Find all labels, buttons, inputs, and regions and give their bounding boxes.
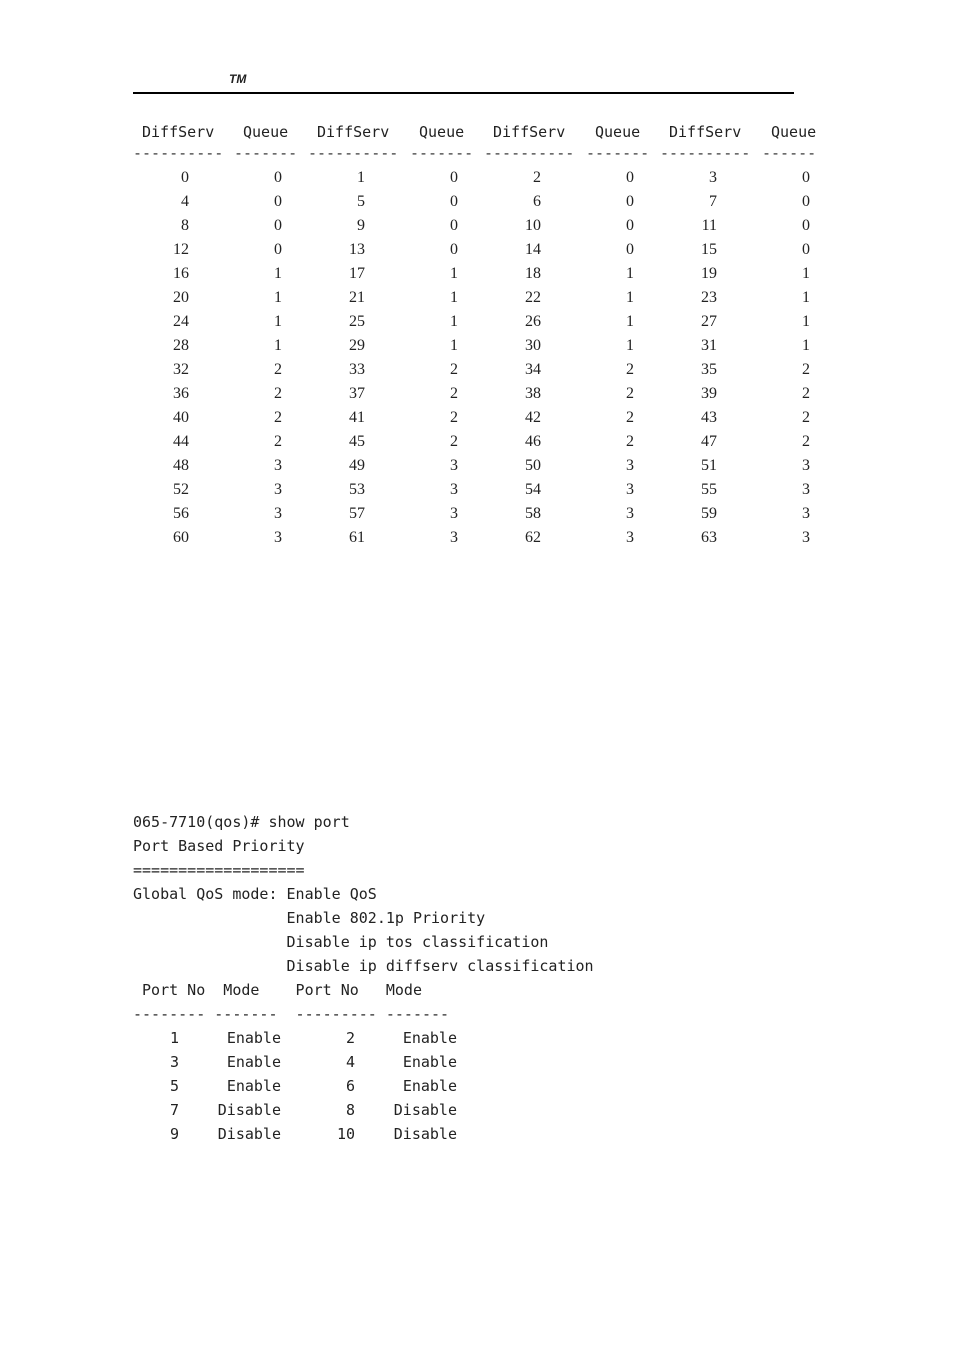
port-number: 3 [169, 1053, 179, 1071]
queue-value: 2 [450, 361, 458, 378]
diffserv-col-dashes: ------- [410, 144, 474, 162]
queue-value: 0 [274, 169, 282, 186]
diffserv-value: 36 [173, 385, 189, 402]
port-mode: Enable [402, 1029, 457, 1047]
port-mode: Disable [393, 1125, 457, 1143]
diffserv-value: 29 [349, 337, 365, 354]
diffserv-col-header: Queue [419, 123, 465, 141]
queue-value: 1 [450, 313, 458, 330]
port-number: 7 [169, 1101, 179, 1119]
queue-value: 0 [274, 241, 282, 258]
queue-value: 1 [274, 313, 282, 330]
terminal-line: Port Based Priority [133, 837, 305, 855]
queue-value: 1 [802, 313, 810, 330]
queue-value: 3 [450, 529, 458, 546]
diffserv-value: 18 [525, 265, 541, 282]
diffserv-value: 60 [173, 529, 189, 546]
diffserv-col-header: DiffServ [317, 123, 390, 141]
queue-value: 1 [626, 313, 634, 330]
queue-value: 0 [450, 241, 458, 258]
diffserv-value: 16 [173, 265, 189, 282]
port-mode: Enable [226, 1029, 281, 1047]
queue-value: 3 [802, 529, 810, 546]
diffserv-value: 42 [525, 409, 541, 426]
diffserv-col-dashes: ------ [762, 144, 817, 162]
diffserv-value: 2 [533, 169, 541, 186]
queue-value: 0 [626, 193, 634, 210]
queue-value: 3 [274, 457, 282, 474]
queue-value: 1 [450, 289, 458, 306]
port-row [133, 1026, 533, 1050]
diffserv-value: 31 [701, 337, 717, 354]
queue-value: 3 [626, 529, 634, 546]
port-mode: Enable [402, 1053, 457, 1071]
diffserv-value: 39 [701, 385, 717, 402]
terminal-line: Disable ip tos classification [133, 933, 549, 951]
diffserv-value: 11 [701, 217, 717, 234]
queue-value: 2 [802, 385, 810, 402]
diffserv-value: 62 [525, 529, 541, 546]
terminal-line: Disable ip diffserv classification [133, 957, 594, 975]
diffserv-value: 63 [701, 529, 717, 546]
queue-value: 3 [274, 529, 282, 546]
table-row [133, 262, 833, 286]
diffserv-value: 61 [349, 529, 365, 546]
queue-value: 0 [450, 217, 458, 234]
diffserv-col-header: DiffServ [669, 123, 742, 141]
diffserv-value: 14 [525, 241, 541, 258]
diffserv-value: 30 [525, 337, 541, 354]
port-mode: Disable [393, 1101, 457, 1119]
port-number: 5 [169, 1077, 179, 1095]
table-row [133, 430, 833, 454]
queue-value: 1 [626, 337, 634, 354]
diffserv-value: 0 [181, 169, 189, 186]
table-row [133, 286, 833, 310]
table-row [133, 214, 833, 238]
port-number: 8 [345, 1101, 355, 1119]
diffserv-col-header: DiffServ [493, 123, 566, 141]
port-number: 9 [169, 1125, 179, 1143]
diffserv-value: 7 [709, 193, 717, 210]
queue-value: 2 [274, 433, 282, 450]
diffserv-col-header: Queue [595, 123, 641, 141]
diffserv-col-dashes: ---------- [133, 144, 224, 162]
diffserv-value: 33 [349, 361, 365, 378]
queue-value: 1 [274, 289, 282, 306]
queue-value: 0 [274, 217, 282, 234]
diffserv-value: 15 [701, 241, 717, 258]
queue-value: 2 [626, 433, 634, 450]
diffserv-value: 53 [349, 481, 365, 498]
table-row [133, 334, 833, 358]
diffserv-value: 51 [701, 457, 717, 474]
diffserv-value: 1 [357, 169, 365, 186]
port-mode: Enable [226, 1053, 281, 1071]
port-row [133, 1098, 533, 1122]
queue-value: 3 [450, 457, 458, 474]
diffserv-value: 59 [701, 505, 717, 522]
diffserv-col-dashes: ------- [586, 144, 650, 162]
queue-value: 0 [802, 169, 810, 186]
diffserv-value: 34 [525, 361, 541, 378]
terminal-line: -------- ------- --------- ------- [133, 1005, 450, 1023]
queue-value: 3 [450, 505, 458, 522]
diffserv-value: 49 [349, 457, 365, 474]
queue-value: 2 [274, 409, 282, 426]
table-row [133, 454, 833, 478]
diffserv-value: 32 [173, 361, 189, 378]
diffserv-value: 58 [525, 505, 541, 522]
header-rule [133, 92, 794, 94]
table-row [133, 310, 833, 334]
queue-value: 3 [626, 505, 634, 522]
diffserv-value: 23 [701, 289, 717, 306]
queue-value: 2 [450, 433, 458, 450]
diffserv-value: 35 [701, 361, 717, 378]
port-priority-table [133, 1026, 533, 1146]
diffserv-value: 40 [173, 409, 189, 426]
diffserv-col-dashes: ------- [234, 144, 298, 162]
queue-value: 2 [626, 409, 634, 426]
queue-value: 0 [626, 217, 634, 234]
trademark-mark: TM [229, 72, 247, 86]
diffserv-value: 24 [173, 313, 189, 330]
queue-value: 0 [802, 217, 810, 234]
diffserv-value: 44 [173, 433, 189, 450]
diffserv-value: 38 [525, 385, 541, 402]
port-number: 6 [345, 1077, 355, 1095]
port-mode: Enable [226, 1077, 281, 1095]
diffserv-value: 54 [525, 481, 541, 498]
queue-value: 0 [450, 169, 458, 186]
queue-value: 1 [626, 289, 634, 306]
queue-value: 2 [274, 385, 282, 402]
table-row [133, 238, 833, 262]
queue-value: 1 [450, 265, 458, 282]
queue-value: 3 [626, 457, 634, 474]
diffserv-value: 57 [349, 505, 365, 522]
diffserv-col-dashes: ---------- [484, 144, 575, 162]
queue-value: 2 [802, 361, 810, 378]
diffserv-value: 19 [701, 265, 717, 282]
queue-value: 0 [802, 241, 810, 258]
diffserv-table-divider [133, 143, 833, 167]
diffserv-value: 47 [701, 433, 717, 450]
queue-value: 1 [274, 265, 282, 282]
terminal-output [133, 810, 594, 1026]
port-mode: Disable [217, 1101, 281, 1119]
queue-value: 3 [802, 505, 810, 522]
port-mode: Disable [217, 1125, 281, 1143]
diffserv-value: 22 [525, 289, 541, 306]
queue-value: 3 [626, 481, 634, 498]
terminal-line: 065-7710(qos)# show port [133, 813, 350, 831]
diffserv-value: 27 [701, 313, 717, 330]
terminal-line: Enable 802.1p Priority [133, 909, 486, 927]
diffserv-value: 45 [349, 433, 365, 450]
diffserv-value: 55 [701, 481, 717, 498]
diffserv-value: 6 [533, 193, 541, 210]
port-row [133, 1050, 533, 1074]
table-row [133, 358, 833, 382]
table-row [133, 526, 833, 550]
diffserv-value: 37 [349, 385, 365, 402]
queue-value: 2 [450, 385, 458, 402]
diffserv-value: 20 [173, 289, 189, 306]
port-number: 1 [169, 1029, 179, 1047]
diffserv-value: 43 [701, 409, 717, 426]
port-number: 2 [345, 1029, 355, 1047]
queue-value: 3 [274, 481, 282, 498]
queue-value: 1 [802, 289, 810, 306]
queue-value: 2 [626, 385, 634, 402]
diffserv-value: 56 [173, 505, 189, 522]
table-row [133, 406, 833, 430]
diffserv-col-header: Queue [771, 123, 817, 141]
queue-value: 2 [802, 433, 810, 450]
queue-value: 1 [626, 265, 634, 282]
diffserv-col-dashes: ---------- [308, 144, 399, 162]
queue-value: 3 [802, 457, 810, 474]
queue-value: 0 [626, 169, 634, 186]
diffserv-value: 50 [525, 457, 541, 474]
queue-value: 3 [274, 505, 282, 522]
diffserv-value: 4 [181, 193, 189, 210]
queue-value: 1 [274, 337, 282, 354]
queue-value: 2 [450, 409, 458, 426]
queue-value: 1 [802, 265, 810, 282]
diffserv-table-header [133, 120, 833, 144]
diffserv-value: 46 [525, 433, 541, 450]
queue-value: 3 [802, 481, 810, 498]
diffserv-value: 26 [525, 313, 541, 330]
queue-value: 0 [274, 193, 282, 210]
diffserv-col-header: DiffServ [142, 123, 215, 141]
diffserv-value: 48 [173, 457, 189, 474]
diffserv-value: 10 [525, 217, 541, 234]
diffserv-value: 17 [349, 265, 365, 282]
terminal-line: =================== [133, 861, 305, 879]
diffserv-value: 28 [173, 337, 189, 354]
queue-value: 0 [450, 193, 458, 210]
queue-value: 0 [626, 241, 634, 258]
queue-value: 2 [802, 409, 810, 426]
port-number: 10 [336, 1125, 355, 1143]
queue-value: 2 [274, 361, 282, 378]
port-row [133, 1122, 533, 1146]
table-row [133, 502, 833, 526]
queue-value: 2 [626, 361, 634, 378]
terminal-line: Global QoS mode: Enable QoS [133, 885, 377, 903]
queue-value: 0 [802, 193, 810, 210]
port-row [133, 1074, 533, 1098]
diffserv-col-header: Queue [243, 123, 289, 141]
queue-value: 1 [450, 337, 458, 354]
diffserv-value: 3 [709, 169, 717, 186]
table-row [133, 190, 833, 214]
diffserv-value: 8 [181, 217, 189, 234]
diffserv-value: 13 [349, 241, 365, 258]
diffserv-value: 21 [349, 289, 365, 306]
table-row [133, 478, 833, 502]
diffserv-value: 41 [349, 409, 365, 426]
queue-value: 1 [802, 337, 810, 354]
queue-value: 3 [450, 481, 458, 498]
port-number: 4 [345, 1053, 355, 1071]
diffserv-value: 12 [173, 241, 189, 258]
diffserv-value: 9 [357, 217, 365, 234]
diffserv-value: 52 [173, 481, 189, 498]
diffserv-value: 25 [349, 313, 365, 330]
table-row [133, 166, 833, 190]
port-mode: Enable [402, 1077, 457, 1095]
table-row [133, 382, 833, 406]
diffserv-value: 5 [357, 193, 365, 210]
terminal-line: Port No Mode Port No Mode [133, 981, 422, 999]
diffserv-col-dashes: ---------- [660, 144, 751, 162]
